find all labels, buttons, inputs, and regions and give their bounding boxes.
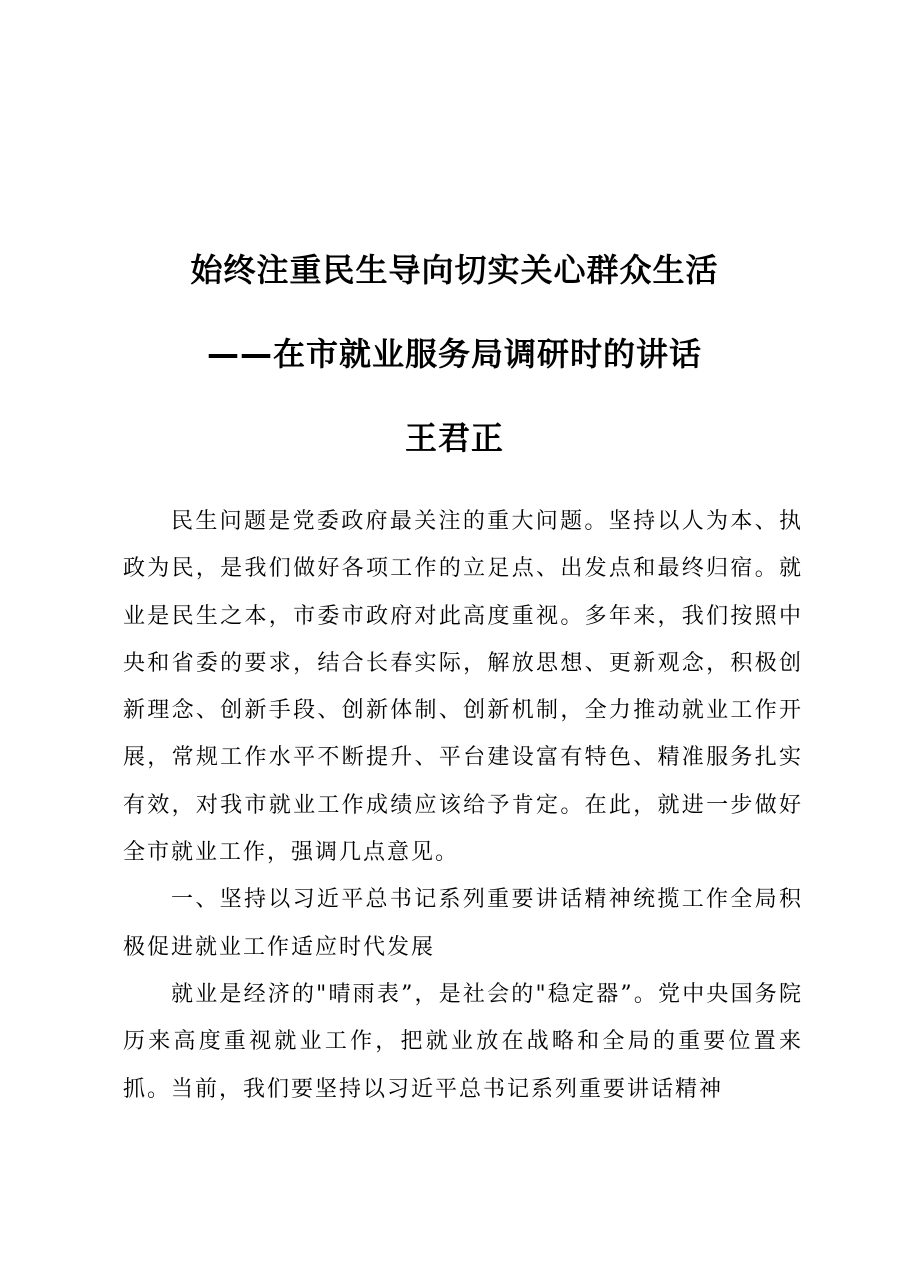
document-body	[123, 498, 803, 1113]
paragraph-section-1: 就业是经济的"晴雨表”，是社会的"稳定器”。党中央国务院历来高度重视就业工作，把就业放在战略和全局的重要位置来抓。当前，我们要坚持以习近平总书记系列重要讲话精神	[123, 981, 803, 1102]
paragraph-intro: 民生问题是党委政府最关注的重大问题。坚持以人为本、执政为民，是我们做好各项工作的立足点、出发点和最终归宿。就业是民生之本，市委市政府对此高度重视。多年来，我们按照中央和省委的要求，结合长春实际，解放思想、更新观念，积极创新理念、创新手段、创新体制、创新机制，全力推动就业工作开展，常规工作水平不断提升、平台建设富有特色、精准服务扎实有效，对我市就业工作成绩应该给予肯定。在此，就进一步做好全市就业工作，强调几点意见。	[123, 509, 803, 866]
document-subtitle: ——在市就业服务局调研时的讲话	[206, 335, 702, 373]
document-title: 始终注重民生导向切实关心群众生活	[190, 251, 719, 289]
section-heading-1: 一、坚持以习近平总书记系列重要讲话精神统揽工作全局积极促进就业工作适应时代发展	[123, 887, 803, 960]
document-author: 王君正	[404, 419, 504, 457]
